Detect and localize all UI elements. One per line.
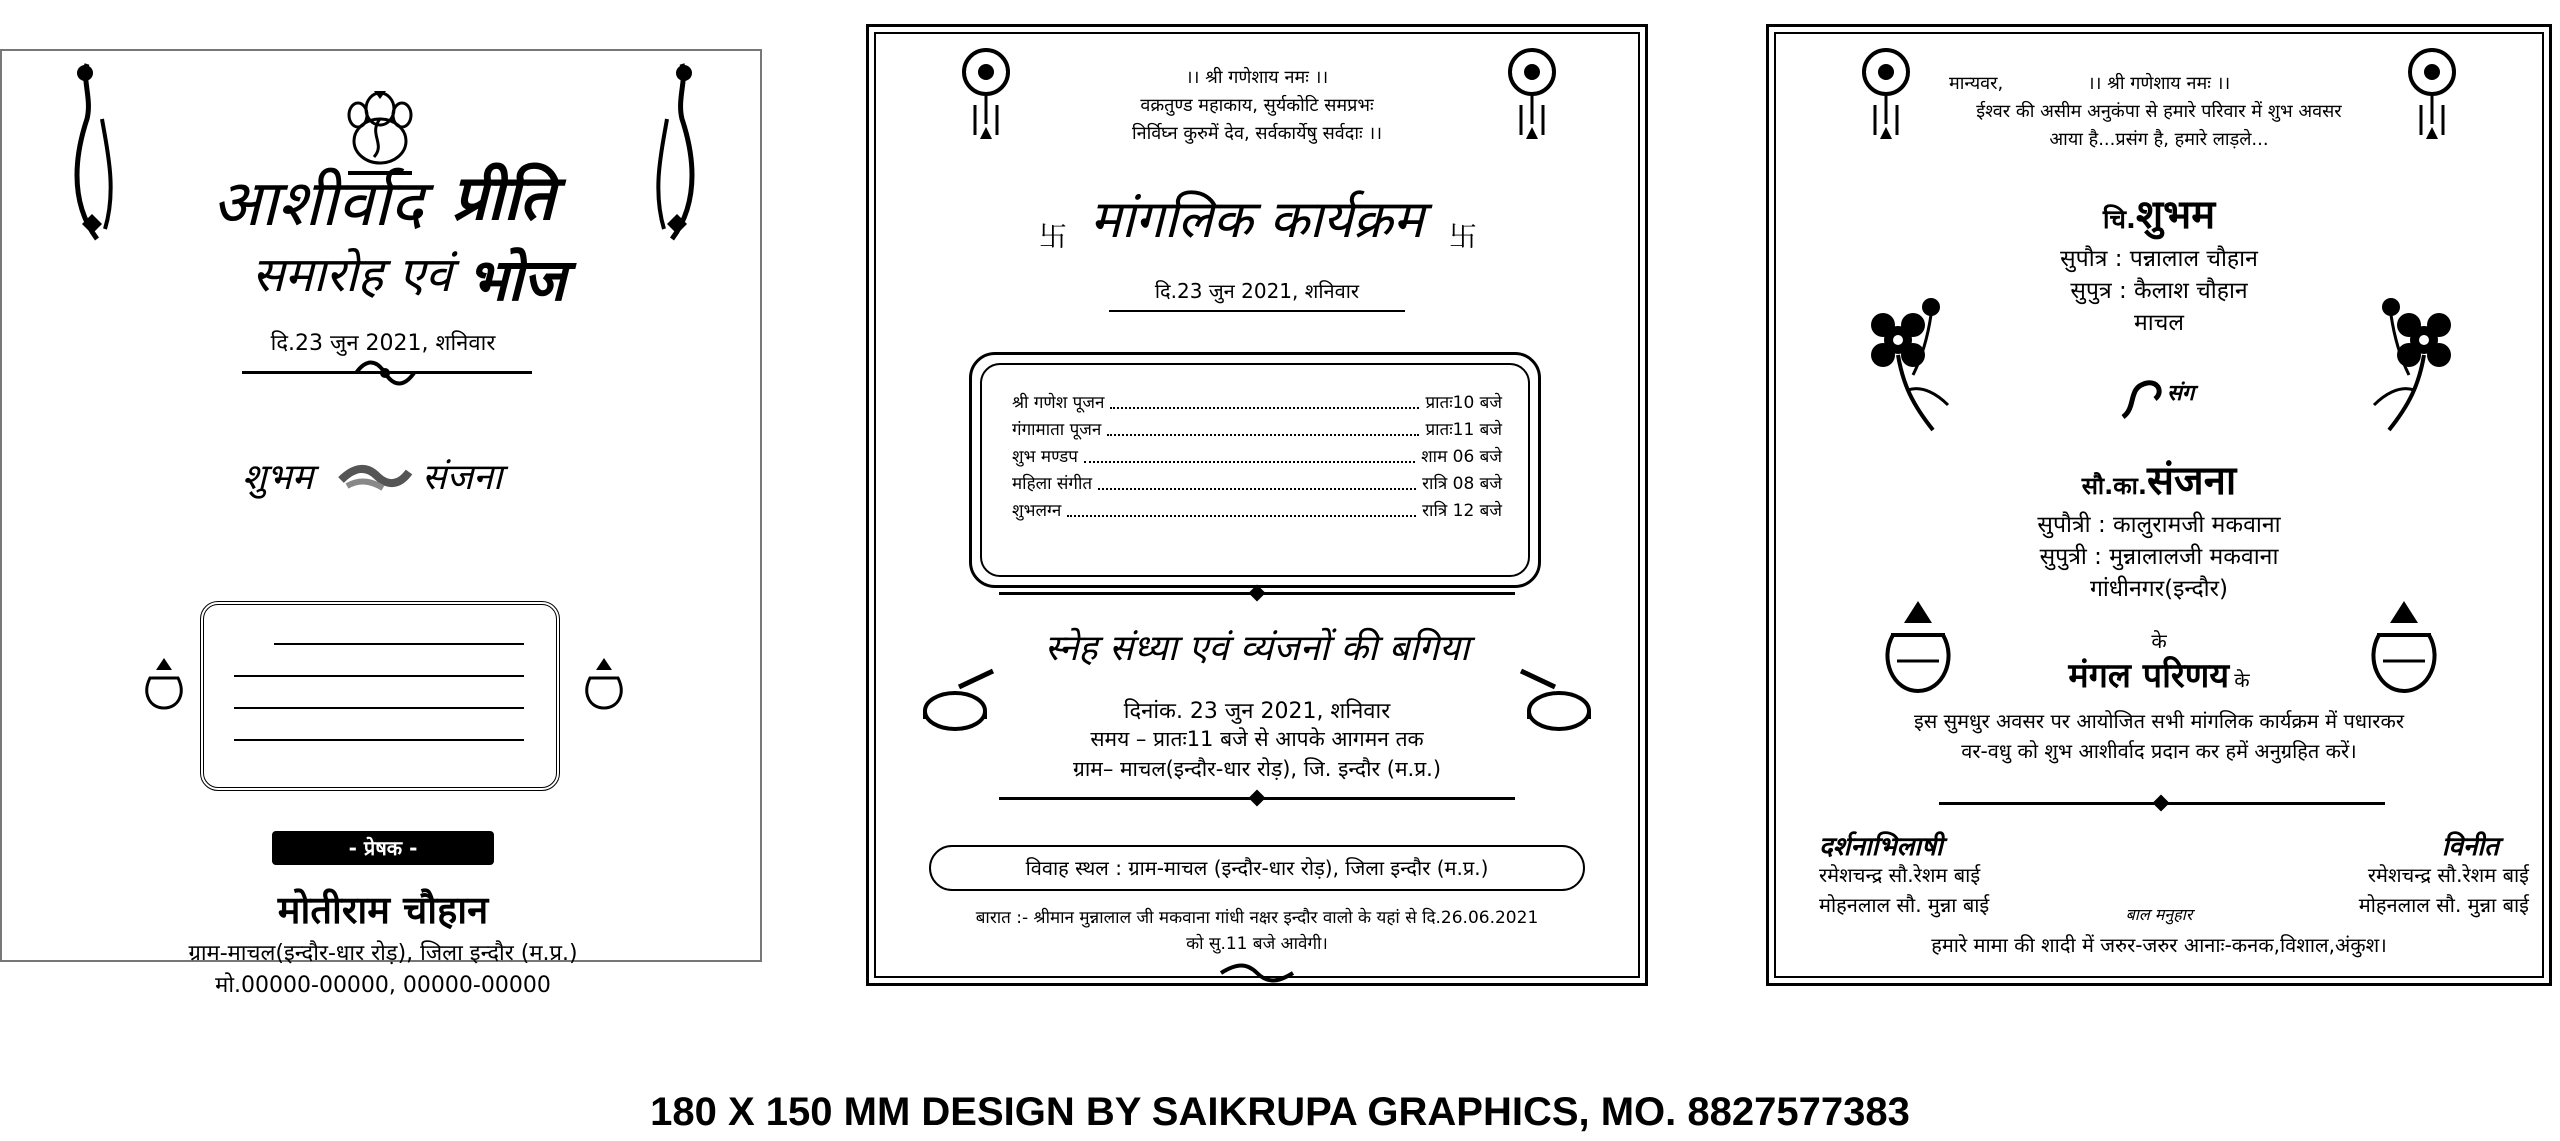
title-right-1: प्रीति xyxy=(452,161,555,234)
title-line-2: समारोह एवं xyxy=(252,247,452,303)
program-list xyxy=(1012,390,1502,525)
ganesha-icon xyxy=(338,89,422,179)
right-flower-icon xyxy=(2359,295,2469,435)
left-flower-icon xyxy=(1853,295,1963,435)
blessing-line-1: इस सुमधुर अवसर पर आयोजित सभी मांगलिक कार्यक्रम में पधारकर xyxy=(1913,709,2405,733)
right-line-2: मोहनलाल सौ. मुन्ना बाई xyxy=(2358,893,2529,917)
divider-ornament-icon xyxy=(1249,790,1266,807)
program-row xyxy=(1012,444,1502,471)
program-row xyxy=(1012,498,1502,525)
venue-pill xyxy=(929,845,1585,891)
program-date: दि.23 जुन 2021, शनिवार xyxy=(1154,279,1360,303)
divider-ornament-icon xyxy=(2153,795,2170,812)
program-row xyxy=(1012,390,1502,417)
title-right-2: भोज xyxy=(467,246,566,314)
front-date: दि.23 जुन 2021, शनिवार xyxy=(270,331,496,356)
ke-label: के xyxy=(2151,629,2167,653)
groom-village: माचल xyxy=(2134,310,2184,336)
baraat-line-2: को सु.11 बजे आवेगी। xyxy=(1186,934,1328,954)
program-time: रात्रि 12 बजे xyxy=(1422,501,1502,521)
program-event: गंगामाता पूजन xyxy=(1012,420,1102,440)
bride-heading xyxy=(1769,451,2549,506)
right-heading: विनीत xyxy=(2441,832,2499,862)
child-label: बाल मनुहार xyxy=(2125,905,2193,924)
program-row xyxy=(1012,417,1502,444)
groom-heading xyxy=(1769,185,2549,240)
sender-phone: मो.00000-00000, 00000-00000 xyxy=(215,973,551,998)
program-time: प्रातः11 बजे xyxy=(1425,420,1502,440)
program-time: रात्रि 08 बजे xyxy=(1422,474,1502,494)
bride-prefix: सौ.का. xyxy=(2081,472,2148,500)
program-event: श्री गणेश पूजन xyxy=(1012,393,1105,413)
left-swastika-icon: 卐 xyxy=(1039,220,1068,253)
left-heading: दर्शनाभिलाषी xyxy=(1819,832,1943,862)
card-front xyxy=(0,49,762,998)
sender-name: मोतीराम चौहान xyxy=(277,887,489,932)
date-underline xyxy=(1109,310,1405,312)
invocation-line-1: ।। श्री गणेशाय नमः ।। xyxy=(1185,67,1329,88)
sang-swirl-icon xyxy=(2117,377,2167,423)
mangal-line xyxy=(1769,651,2549,697)
program-time: शाम 06 बजे xyxy=(1421,447,1502,467)
sender-banner xyxy=(272,831,494,865)
right-swastika-icon: 卐 xyxy=(1449,220,1478,253)
venue-text: विवाह स्थल : ग्राम-माचल (इन्दौर-धार रोड़), जिला इन्दौर (म.प्र.) xyxy=(1025,856,1489,880)
groom-name: शुभम xyxy=(242,457,314,498)
salutation: मान्यवर, xyxy=(1949,73,2004,94)
program-event: शुभलग्न xyxy=(1012,501,1062,521)
groom-son: सुपुत्र : कैलाश चौहान xyxy=(2070,278,2248,304)
left-floral-vine-icon xyxy=(57,59,127,249)
address-line-3[interactable] xyxy=(234,707,524,709)
groom-prefix: चि. xyxy=(2102,205,2136,235)
left-line-1: रमेशचन्द्र सौ.रेशम बाई xyxy=(1819,863,1981,887)
baraat-line-1: बारात :- श्रीमान मुन्नालाल जी मकवाना गांधी नक्षर इन्दौर वालो के यहां से दि.26.06.2021 xyxy=(975,908,1539,928)
program-heading: मांगलिक कार्यक्रम xyxy=(1090,190,1424,250)
program-box xyxy=(969,352,1541,588)
right-floral-vine-icon xyxy=(642,59,712,249)
reception-time: समय – प्रातः11 बजे से आपके आगमन तक xyxy=(1090,727,1424,751)
program-event: महिला संगीत xyxy=(1012,474,1093,494)
sender-label: - प्रेषक - xyxy=(348,836,418,860)
program-time: प्रातः10 बजे xyxy=(1425,393,1502,413)
address-line-2[interactable] xyxy=(234,675,524,677)
sender-address: ग्राम-माचल(इन्दौर-धार रोड़), जिला इन्दौर (म.प्र.) xyxy=(188,941,578,966)
bride-granddaughter: सुपौत्री : कालुरामजी मकवाना xyxy=(2037,512,2281,538)
bride-village: गांधीनगर(इन्दौर) xyxy=(2089,576,2229,602)
bride-daughter: सुपुत्री : मुन्नालालजी मकवाना xyxy=(2039,544,2279,570)
program-event: शुभ मण्डप xyxy=(1012,447,1078,467)
left-kalash-icon xyxy=(142,656,186,712)
title-line-1: आशीर्वाद xyxy=(212,167,424,241)
left-line-2: मोहनलाल सौ. मुन्ना बाई xyxy=(1819,893,1990,917)
address-line-1[interactable] xyxy=(274,643,524,645)
mangal-suffix: के xyxy=(2234,668,2250,692)
invocation: ।। श्री गणेशाय नमः ।। xyxy=(2087,73,2231,94)
intro-line-1: ईश्वर की असीम अनुकंपा से हमारे परिवार में शुभ अवसर xyxy=(1976,101,2342,122)
right-line-1: रमेशचन्द्र सौ.रेशम बाई xyxy=(2367,863,2529,887)
groom-grandson: सुपौत्र : पन्नालाल चौहान xyxy=(2060,246,2258,272)
address-line-4[interactable] xyxy=(234,739,524,741)
right-kalash-icon xyxy=(582,656,626,712)
bottom-flourish-icon xyxy=(1217,963,1297,983)
blessing-line-2: वर-वधु को शुभ आशीर्वाद प्रदान कर हमें अनुग्रहित करें। xyxy=(1961,739,2357,763)
sang-label: संग xyxy=(2167,380,2195,406)
ornament-flourish-icon xyxy=(352,359,418,387)
footer-credit: 180 X 150 MM DESIGN BY SAIKRUPA GRAPHICS, MO. 8827577383 xyxy=(650,1090,1910,1134)
address-box[interactable] xyxy=(200,601,560,791)
invocation-line-2: वक्रतुण्ड महाकाय, सुर्यकोटि समप्रभः xyxy=(1140,95,1374,116)
program-row xyxy=(1012,471,1502,498)
reception-place: ग्राम– माचल(इन्दौर-धार रोड़), जि. इन्दौर (म.प्र.) xyxy=(1072,757,1442,781)
card-program xyxy=(866,24,1648,986)
joined-hands-icon xyxy=(337,456,413,496)
card-invitation xyxy=(1766,24,2552,986)
reception-heading: स्नेह संध्या एवं व्यंजनों की बगिया xyxy=(1044,628,1470,669)
child-line: हमारे मामा की शादी में जरुर-जरुर आनाः-कनक,विशाल,अंकुश। xyxy=(1931,933,2387,957)
bride-name: संजना xyxy=(2147,457,2237,504)
mangal-parinay: मंगल परिणय xyxy=(2068,656,2230,696)
intro-line-2: आया है...प्रसंग है, हमारे लाड़ले... xyxy=(2049,129,2269,150)
bride-name: संजना xyxy=(422,457,503,498)
groom-name: शुभम xyxy=(2135,191,2216,238)
invocation-line-3: निर्विघ्न कुरुमें देव, सर्वकार्येषु सर्वदाः ।। xyxy=(1131,123,1383,144)
reception-date: दिनांक. 23 जुन 2021, शनिवार xyxy=(1123,699,1391,724)
